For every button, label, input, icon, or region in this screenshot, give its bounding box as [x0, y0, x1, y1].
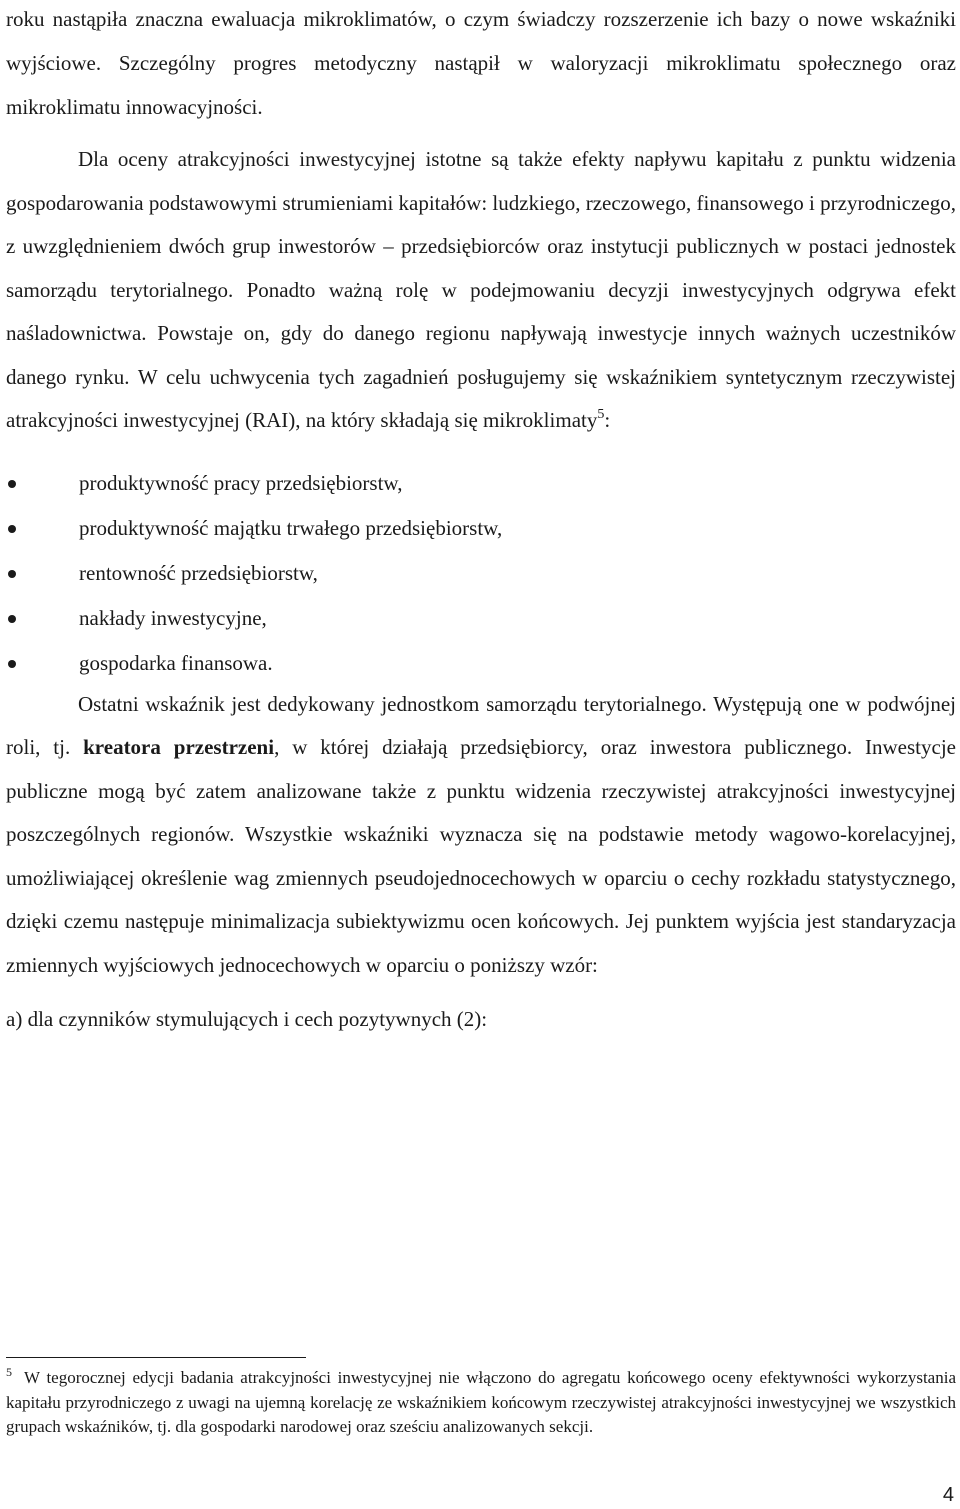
formula-heading: a) dla czynników stymulujących i cech pozytywnych (2): — [6, 1007, 488, 1031]
bullet-icon — [8, 660, 16, 668]
bullet-icon — [8, 480, 16, 488]
footnote-reference[interactable]: 5 — [597, 407, 605, 422]
bullet-icon — [8, 615, 16, 623]
footnote-number: 5 — [6, 1365, 12, 1379]
paragraph-investment-attractiveness — [6, 138, 956, 443]
list-item — [6, 596, 956, 641]
footnote-text: W tegorocznej edycji badania atrakcyjności inwestycyjnej nie włączono do agregatu końcowego oceny efektywności wykorzystania kapitału przyrodniczego z uwagi na ujemną korelację ze wskaźnikiem końcowym rzeczywistej atrakcyjności inwestycyjnej we wszystkich grupach wskaźników, tj. dla gospodarki narodowej oraz sześciu analizowanych sekcji. — [6, 1368, 956, 1436]
bullet-icon — [8, 570, 16, 578]
footnote — [6, 1366, 956, 1440]
list-item-text: produktywność majątku trwałego przedsiębiorstw, — [79, 515, 503, 540]
paragraph-text: , w której działają przedsiębiorcy, oraz inwestora publicznego. Inwestycje publiczne mogą być zatem analizowane także z punktu widzenia rzeczywistej atrakcyjności inwestycyjnej poszczególnych regionów. Wszystkie wskaźniki wyznacza się na podstawie metody wagowo-korelacyjnej, umożliwiającej określenie wag zmiennych pseudojednocechowych w oparciu o cechy rozkładu statystycznego, dzięki czemu następuje minimalizacja subiektywizmu ocen końcowych. Jej punktem wyjścia jest standaryzacja zmiennych wyjściowych jednocechowych w oparciu o poniższy wzór: — [6, 735, 956, 977]
list-item — [6, 461, 956, 506]
bold-term: kreatora przestrzeni — [83, 735, 275, 759]
page-number: 4 — [942, 1484, 954, 1506]
document-page — [6, 0, 956, 1042]
list-item — [6, 551, 956, 596]
bullet-icon — [8, 525, 16, 533]
list-item-text: gospodarka finansowa. — [79, 650, 273, 675]
list-item-text: produktywność pracy przedsiębiorstw, — [79, 470, 403, 495]
list-item — [6, 641, 956, 686]
list-item — [6, 506, 956, 551]
microclimate-list — [6, 461, 956, 686]
list-item-text: nakłady inwestycyjne, — [79, 605, 267, 630]
footnote-separator — [6, 1357, 306, 1358]
list-item-text: rentowność przedsiębiorstw, — [79, 560, 318, 585]
paragraph-end: : — [604, 408, 611, 432]
paragraph-text: Dla oceny atrakcyjności inwestycyjnej istotne są także efekty napływu kapitału z punktu widzenia gospodarowania podstawowymi strumieniami kapitałów: ludzkiego, rzeczowego, finansowego i przyrodniczego, z uwzględnieniem dwóch grup inwestorów – przedsiębiorców oraz instytucji publicznych w postaci jednostek samorządu terytorialnego. Ponadto ważną rolę w podejmowaniu decyzji inwestycyjnych odgrywa efekt naśladownictwa. Powstaje on, gdy do danego regionu napływają inwestycje innych ważnych uczestników danego rynku. W celu uchwycenia tych zagadnień posługujemy się wskaźnikiem syntetycznym rzeczywistej atrakcyjności inwestycyjnej (RAI), na który składają się mikroklimaty — [6, 147, 956, 432]
paragraph-intro: roku nastąpiła znaczna ewaluacja mikroklimatów, o czym świadczy rozszerzenie ich bazy o nowe wskaźniki wyjściowe. Szczególny progres metodyczny nastąpił w waloryzacji mikroklimatu społecznego oraz mikroklimatu innowacyjności. — [6, 7, 956, 119]
paragraph-local-government — [6, 683, 956, 988]
paragraph-text: Ostatni wskaźnik jest dedykowany jednostkom samorządu terytorialnego. Występują one w podwójnej roli, tj. — [6, 691, 956, 759]
